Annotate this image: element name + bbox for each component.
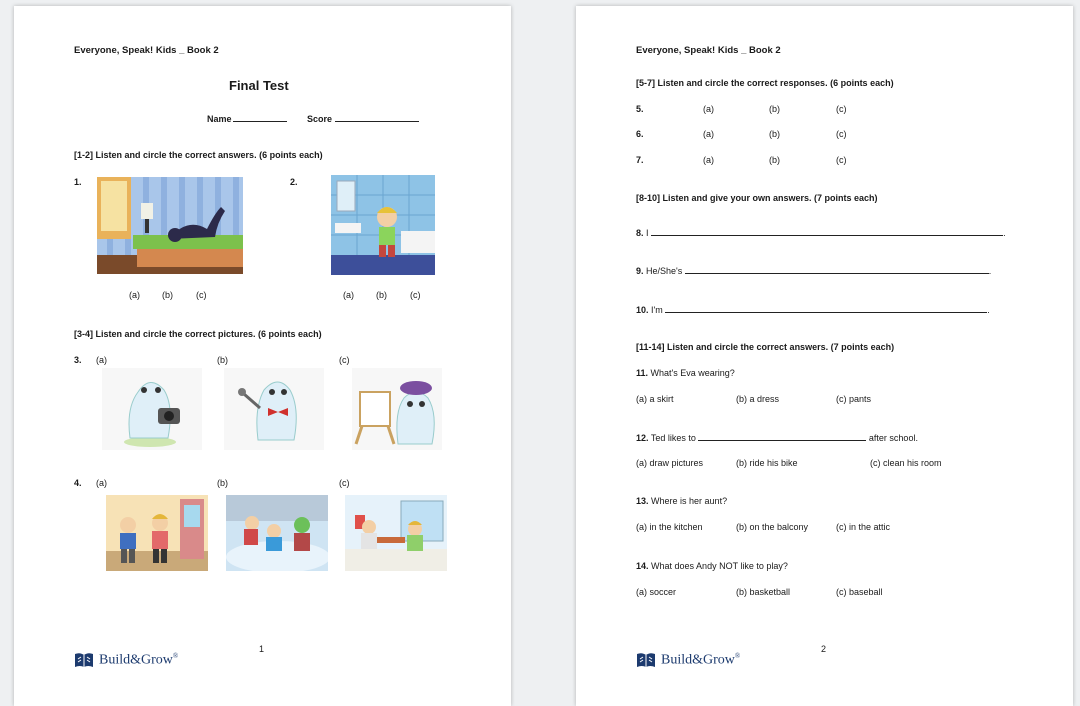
q2-option-b[interactable]: (b) xyxy=(376,290,387,300)
question-number-3: 3. xyxy=(74,355,82,365)
ghost-painting-illustration xyxy=(352,368,442,450)
ghost-with-camera-illustration xyxy=(102,368,202,450)
q7-option-a[interactable]: (a) xyxy=(703,155,714,165)
q1-option-c[interactable]: (c) xyxy=(196,290,207,300)
page-title: Final Test xyxy=(229,78,289,93)
q11-option-a[interactable]: (a) a skirt xyxy=(636,394,674,404)
q14-option-a[interactable]: (a) soccer xyxy=(636,587,677,597)
q4-option-c[interactable]: (c) xyxy=(339,478,350,488)
q3-option-c[interactable]: (c) xyxy=(339,355,350,365)
question-10 xyxy=(636,304,990,315)
q7-option-b[interactable]: (b) xyxy=(769,155,780,165)
name-field xyxy=(207,113,287,124)
question-number-8: 8. xyxy=(636,228,644,238)
logo-wordmark: Build&Grow® xyxy=(99,652,179,668)
question-11 xyxy=(636,368,735,378)
q12-option-c[interactable]: (c) clean his room xyxy=(870,458,942,468)
q6-option-c[interactable]: (c) xyxy=(836,129,847,139)
score-blank xyxy=(335,113,419,122)
boy-in-bathroom-illustration xyxy=(331,175,435,275)
cat-on-bed-illustration xyxy=(97,177,243,274)
question-number-2: 2. xyxy=(290,177,298,187)
kids-at-cafe-illustration xyxy=(345,495,447,571)
q13-option-b[interactable]: (b) on the balcony xyxy=(736,522,809,532)
q13-prompt: Where is her aunt? xyxy=(651,496,728,506)
kids-at-door-illustration xyxy=(106,495,208,571)
question-14 xyxy=(636,561,788,571)
section-heading-3-4: [3-4] Listen and circle the correct pictures. (6 points each) xyxy=(74,329,322,339)
q4-option-a[interactable]: (a) xyxy=(96,478,107,488)
q13-option-a[interactable]: (a) in the kitchen xyxy=(636,522,703,532)
series-title: Everyone, Speak! Kids _ Book 2 xyxy=(74,45,219,56)
q12-option-a[interactable]: (a) draw pictures xyxy=(636,458,704,468)
q11-prompt: What's Eva wearing? xyxy=(650,368,735,378)
q10-prompt: I'm xyxy=(651,305,663,315)
q12-option-b[interactable]: (b) ride his bike xyxy=(736,458,798,468)
question-number-11: 11. xyxy=(636,368,649,378)
question-number-10: 10. xyxy=(636,305,649,315)
section-heading-8-10: [8-10] Listen and give your own answers. (7 points each) xyxy=(636,193,878,203)
q8-answer-blank[interactable] xyxy=(651,227,1003,236)
question-8 xyxy=(636,227,1006,238)
kids-skating-illustration xyxy=(226,495,328,571)
section-heading-5-7: [5-7] Listen and circle the correct responses. (6 points each) xyxy=(636,78,894,88)
section-heading-1-2: [1-2] Listen and circle the correct answers. (6 points each) xyxy=(74,150,323,160)
q10-period: . xyxy=(987,305,990,315)
q2-option-a[interactable]: (a) xyxy=(343,290,354,300)
book-icon xyxy=(74,652,94,668)
q1-option-a[interactable]: (a) xyxy=(129,290,140,300)
q7-option-c[interactable]: (c) xyxy=(836,155,847,165)
q8-prompt: I xyxy=(646,228,649,238)
q8-period: . xyxy=(1003,228,1006,238)
score-label: Score xyxy=(307,114,333,124)
question-number-1: 1. xyxy=(74,177,82,187)
q3-option-a[interactable]: (a) xyxy=(96,355,107,365)
q9-answer-blank[interactable] xyxy=(685,265,989,274)
q6-option-a[interactable]: (a) xyxy=(703,129,714,139)
page-number: 1 xyxy=(259,644,265,654)
q12-answer-blank[interactable] xyxy=(698,432,866,441)
q14-option-c[interactable]: (c) baseball xyxy=(836,587,883,597)
question-number-13: 13. xyxy=(636,496,649,506)
publisher-logo xyxy=(636,652,740,669)
q5-option-c[interactable]: (c) xyxy=(836,104,847,114)
score-field xyxy=(307,113,419,124)
logo-wordmark: Build&Grow® xyxy=(661,652,741,668)
book-icon xyxy=(636,652,656,668)
question-13 xyxy=(636,496,727,506)
publisher-logo xyxy=(74,652,178,669)
q3-option-b[interactable]: (b) xyxy=(217,355,228,365)
q1-option-b[interactable]: (b) xyxy=(162,290,173,300)
q4-option-b[interactable]: (b) xyxy=(217,478,228,488)
q11-option-c[interactable]: (c) pants xyxy=(836,394,872,404)
q5-option-b[interactable]: (b) xyxy=(769,104,780,114)
question-12 xyxy=(636,432,918,443)
question-number-9: 9. xyxy=(636,266,644,276)
series-title: Everyone, Speak! Kids _ Book 2 xyxy=(636,45,781,56)
question-number-7: 7. xyxy=(636,155,644,165)
q13-option-c[interactable]: (c) in the attic xyxy=(836,522,891,532)
q6-option-b[interactable]: (b) xyxy=(769,129,780,139)
q12-prompt-start: Ted likes to xyxy=(650,433,696,443)
question-number-5: 5. xyxy=(636,104,644,114)
page-2 xyxy=(576,6,1073,706)
name-label: Name xyxy=(207,114,232,124)
q14-option-b[interactable]: (b) basketball xyxy=(736,587,791,597)
name-blank xyxy=(233,113,287,122)
q2-option-c[interactable]: (c) xyxy=(410,290,421,300)
q9-period: . xyxy=(988,266,992,276)
question-number-6: 6. xyxy=(636,129,644,139)
question-number-14: 14. xyxy=(636,561,649,571)
question-number-12: 12. xyxy=(636,433,649,443)
q14-prompt: What does Andy NOT like to play? xyxy=(651,561,788,571)
q11-option-b[interactable]: (b) a dress xyxy=(736,394,780,404)
ghost-singing-illustration xyxy=(224,368,324,450)
q10-answer-blank[interactable] xyxy=(665,304,987,313)
q9-prompt: He/She's xyxy=(646,266,683,276)
question-number-4: 4. xyxy=(74,478,82,488)
q12-prompt-end: after school. xyxy=(868,433,918,443)
question-9 xyxy=(636,265,991,276)
page-1 xyxy=(14,6,511,706)
section-heading-11-14: [11-14] Listen and circle the correct answers. (7 points each) xyxy=(636,342,895,352)
q5-option-a[interactable]: (a) xyxy=(703,104,714,114)
page-number: 2 xyxy=(821,644,827,654)
